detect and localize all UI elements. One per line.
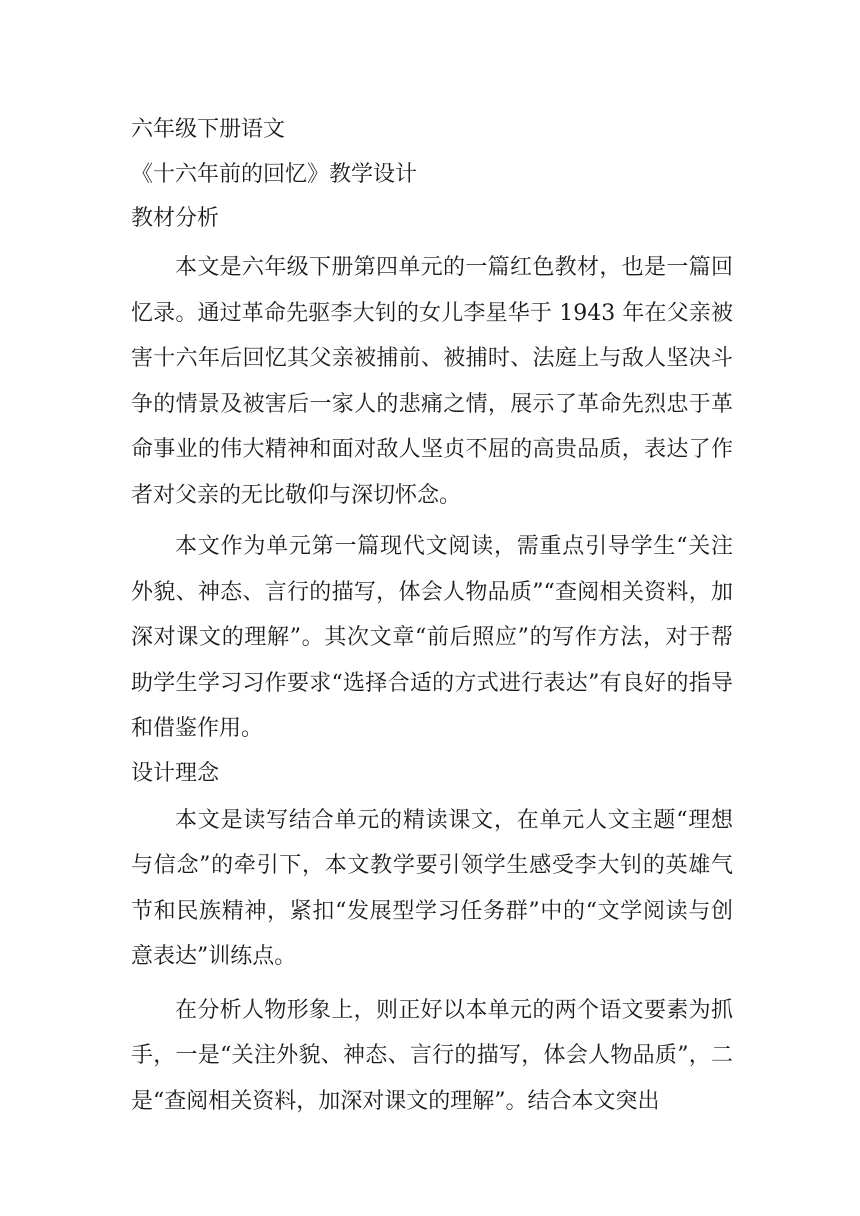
document-body [131,107,733,1124]
paragraph-design-concept-2: 在分析人物形象上，则正好以本单元的两个语文要素为抓手，一是“关注外貌、神态、言行的描写，体会人物品质”，二是“查阅相关资料，加深对课文的理解”。结合本文突出 [131,997,733,1114]
paragraph-design-concept-1: 本文是读写结合单元的精读课文，在单元人文主题“理想与信念”的牵引下，本文教学要引领学生感受李大钊的英雄气节和民族精神，紧扣“发展型学习任务群”中的“文学阅读与创意表达”训练点。 [131,807,733,969]
paragraph-textbook-analysis-2: 本文作为单元第一篇现代文阅读，需重点引导学生“关注外貌、神态、言行的描写，体会人物品质”“查阅相关资料，加深对课文的理解”。其次文章“前后照应”的写作方法，对于帮助学生学习习作要求“选择合适的方式进行表达”有良好的指导和借鉴作用。 [131,534,733,741]
section-heading-design-concept: 设计理念 [131,760,220,786]
paragraph-textbook-analysis-1: 本文是六年级下册第四单元的一篇红色教材，也是一篇回忆录。通过革命先驱李大钊的女儿李星华于 1943 年在父亲被害十六年后回忆其父亲被捕前、被捕时、法庭上与敌人坚决斗争的情景及被害后一家人的悲痛之情，展示了革命先烈忠于革命事业的伟大精神和面对敌人坚贞不屈的高贵品质，表达了作者对父亲的无比敬仰与深切怀念。 [131,255,733,508]
section-heading-textbook-analysis: 教材分析 [131,206,220,231]
grade-subject-line: 六年级下册语文 [131,117,286,142]
document-title: 《十六年前的回忆》教学设计 [131,162,418,187]
